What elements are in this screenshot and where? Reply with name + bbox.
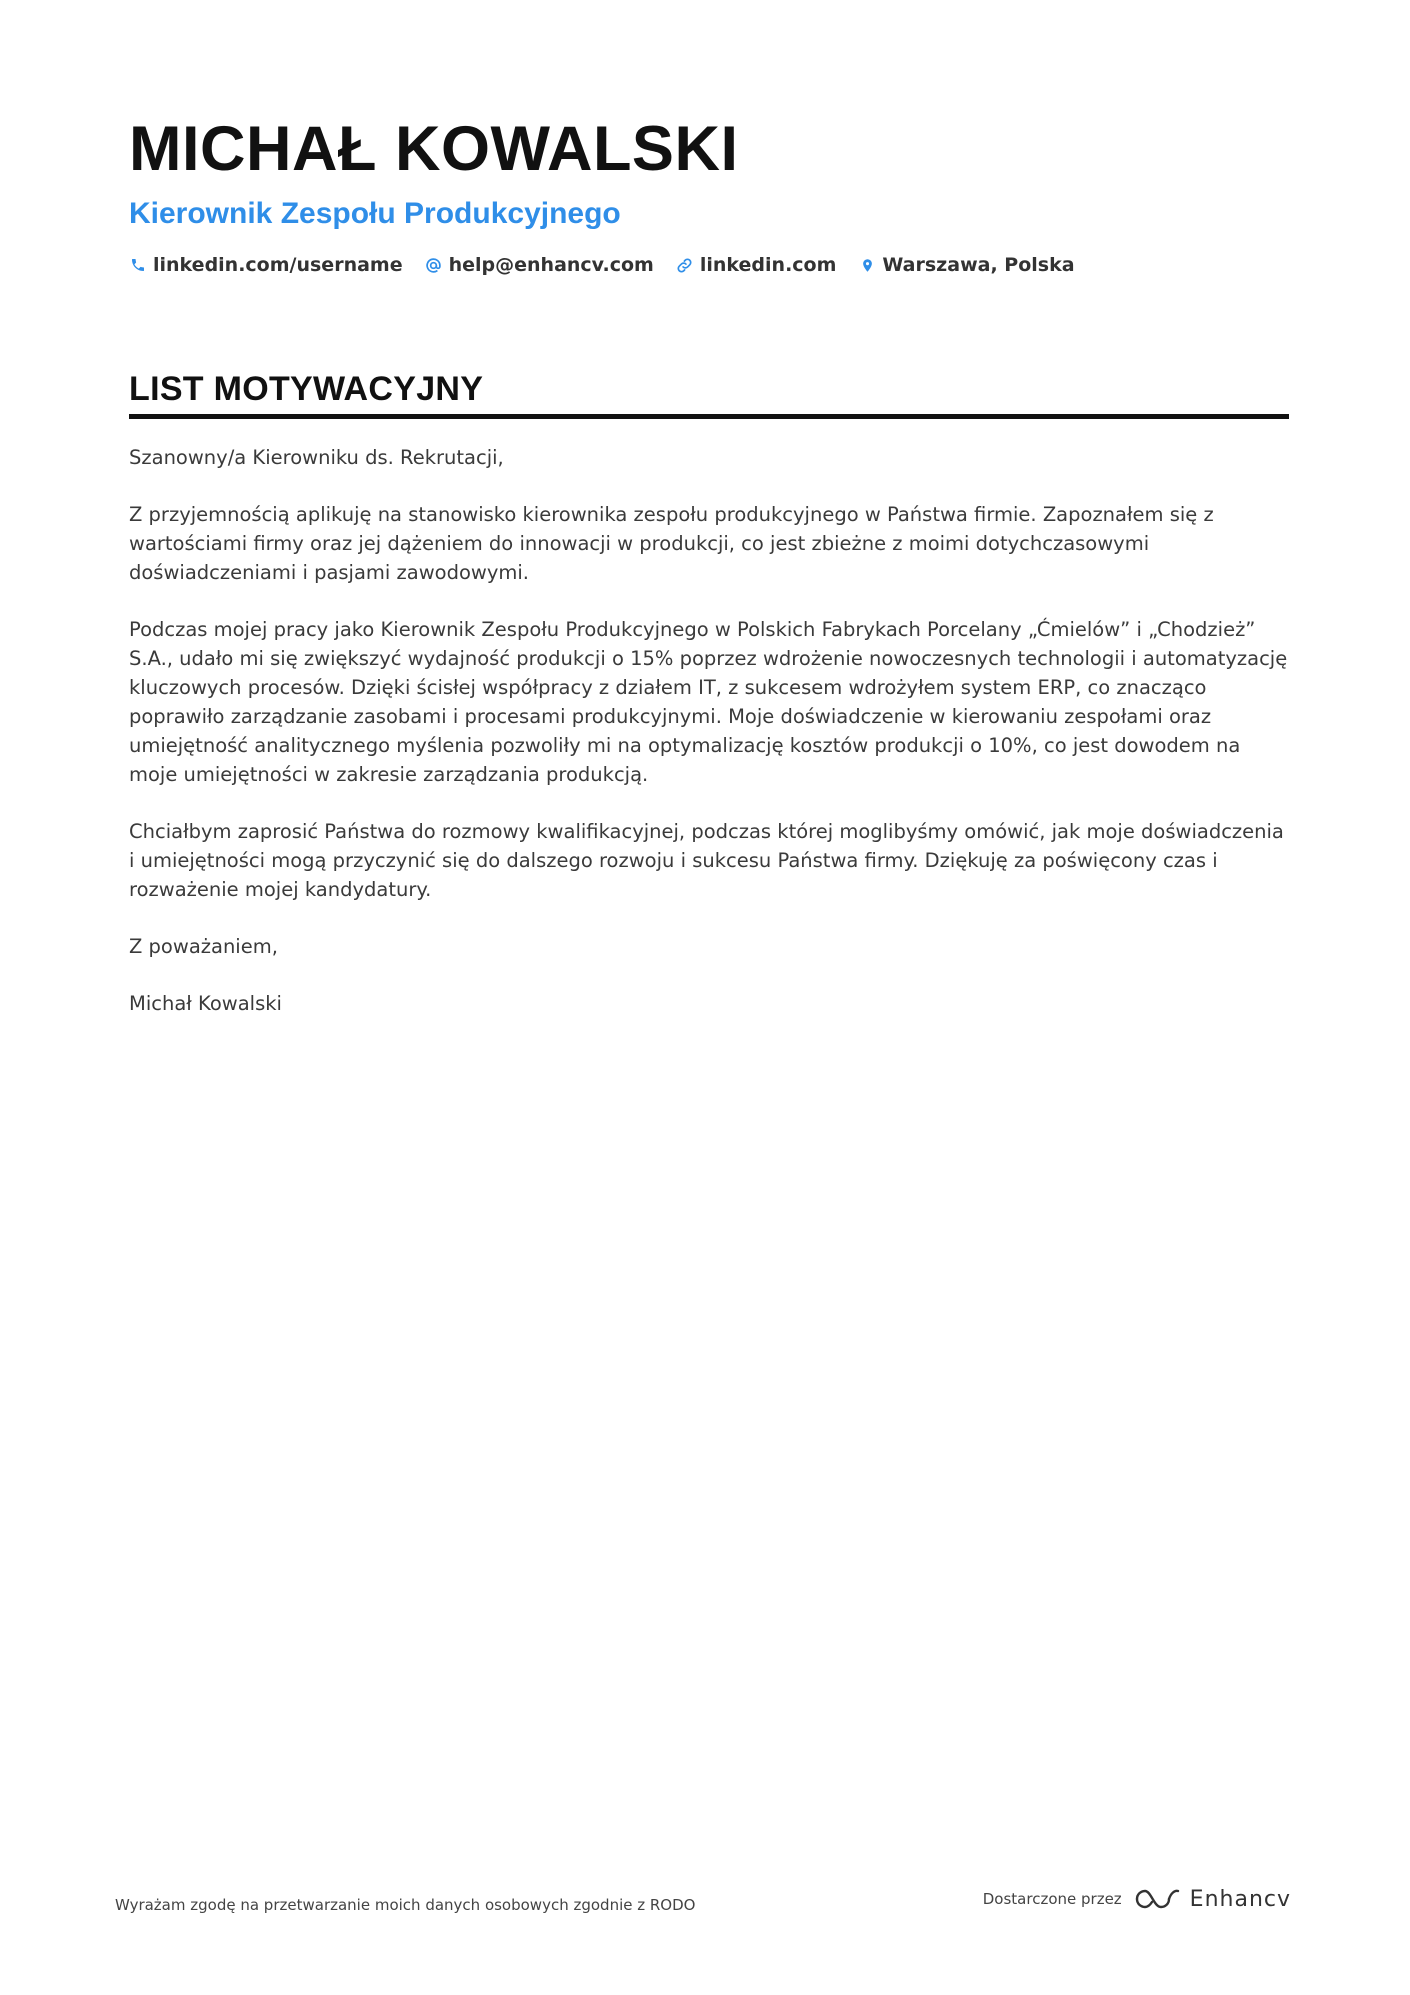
contact-location-text: Warszawa, Polska (882, 254, 1075, 276)
job-title: Kierownik Zespołu Produkcyjnego (129, 197, 621, 230)
letter-closing: Z poważaniem, (129, 935, 278, 958)
letter-signature: Michał Kowalski (129, 992, 282, 1015)
gdpr-consent: Wyrażam zgodę na przetwarzanie moich danych osobowych zgodnie z RODO (115, 1896, 696, 1914)
section-title: LIST MOTYWACYJNY (129, 368, 1289, 419)
header (129, 110, 1289, 276)
letter-paragraph-1: Z przyjemnością aplikuję na stanowisko kierownika zespołu produkcyjnego w Państwa firmie. Zapoznałem się z wartościami firmy oraz jej dążeniem do innowacji w produkcji, co jest zbieżne z moimi dotychczasowymi doświadczeniami i pasjami zawodowymi. (129, 503, 1214, 584)
phone-icon (129, 256, 147, 274)
contact-website[interactable] (676, 254, 837, 276)
contact-location (858, 254, 1074, 276)
contact-email[interactable] (425, 254, 654, 276)
candidate-name: MICHAŁ KOWALSKI (129, 114, 739, 184)
enhancv-logo-icon (1134, 1886, 1180, 1912)
letter-body (129, 443, 1289, 1018)
cover-letter-section (129, 368, 1289, 1046)
contact-phone-text: linkedin.com/username (153, 254, 403, 276)
letter-greeting: Szanowny/a Kierowniku ds. Rekrutacji, (129, 446, 504, 469)
contact-website-text: linkedin.com (699, 254, 837, 276)
contact-email-text: help@enhancv.com (448, 254, 654, 276)
letter-paragraph-3: Chciałbym zaprosić Państwa do rozmowy kwalifikacyjnej, podczas której moglibyśmy omówić, jak moje doświadczenia i umiejętności mogą przyczynić się do dalszego rozwoju i sukcesu Państwa firmy. Dziękuję za poświęcony czas i rozważenie mojej kandydatury. (129, 820, 1284, 901)
link-icon (676, 256, 694, 274)
brand-credit[interactable] (983, 1886, 1291, 1912)
contact-list (129, 254, 1289, 276)
at-icon (425, 256, 443, 274)
brand-name: Enhancv (1189, 1886, 1291, 1912)
location-pin-icon (858, 256, 876, 274)
provided-by-label: Dostarczone przez (982, 1890, 1122, 1908)
letter-paragraph-2: Podczas mojej pracy jako Kierownik Zespołu Produkcyjnego w Polskich Fabrykach Porcelany „Ćmielów” i „Chodzież” S.A., udało mi się zwiększyć wydajność produkcji o 15% poprzez wdrożenie nowoczesnych technologii i automatyzację kluczowych procesów. Dzięki ścisłej współpracy z działem IT, z sukcesem wdrożyłem system ERP, co znacząco poprawiło zarządzanie zasobami i procesami produkcyjnymi. Moje doświadczenie w kierowaniu zespołami oraz umiejętność analitycznego myślenia pozwoliły mi na optymalizację kosztów produkcji o 10%, co jest dowodem na moje umiejętności w zakresie zarządzania produkcją. (129, 618, 1288, 786)
contact-phone[interactable] (129, 254, 403, 276)
